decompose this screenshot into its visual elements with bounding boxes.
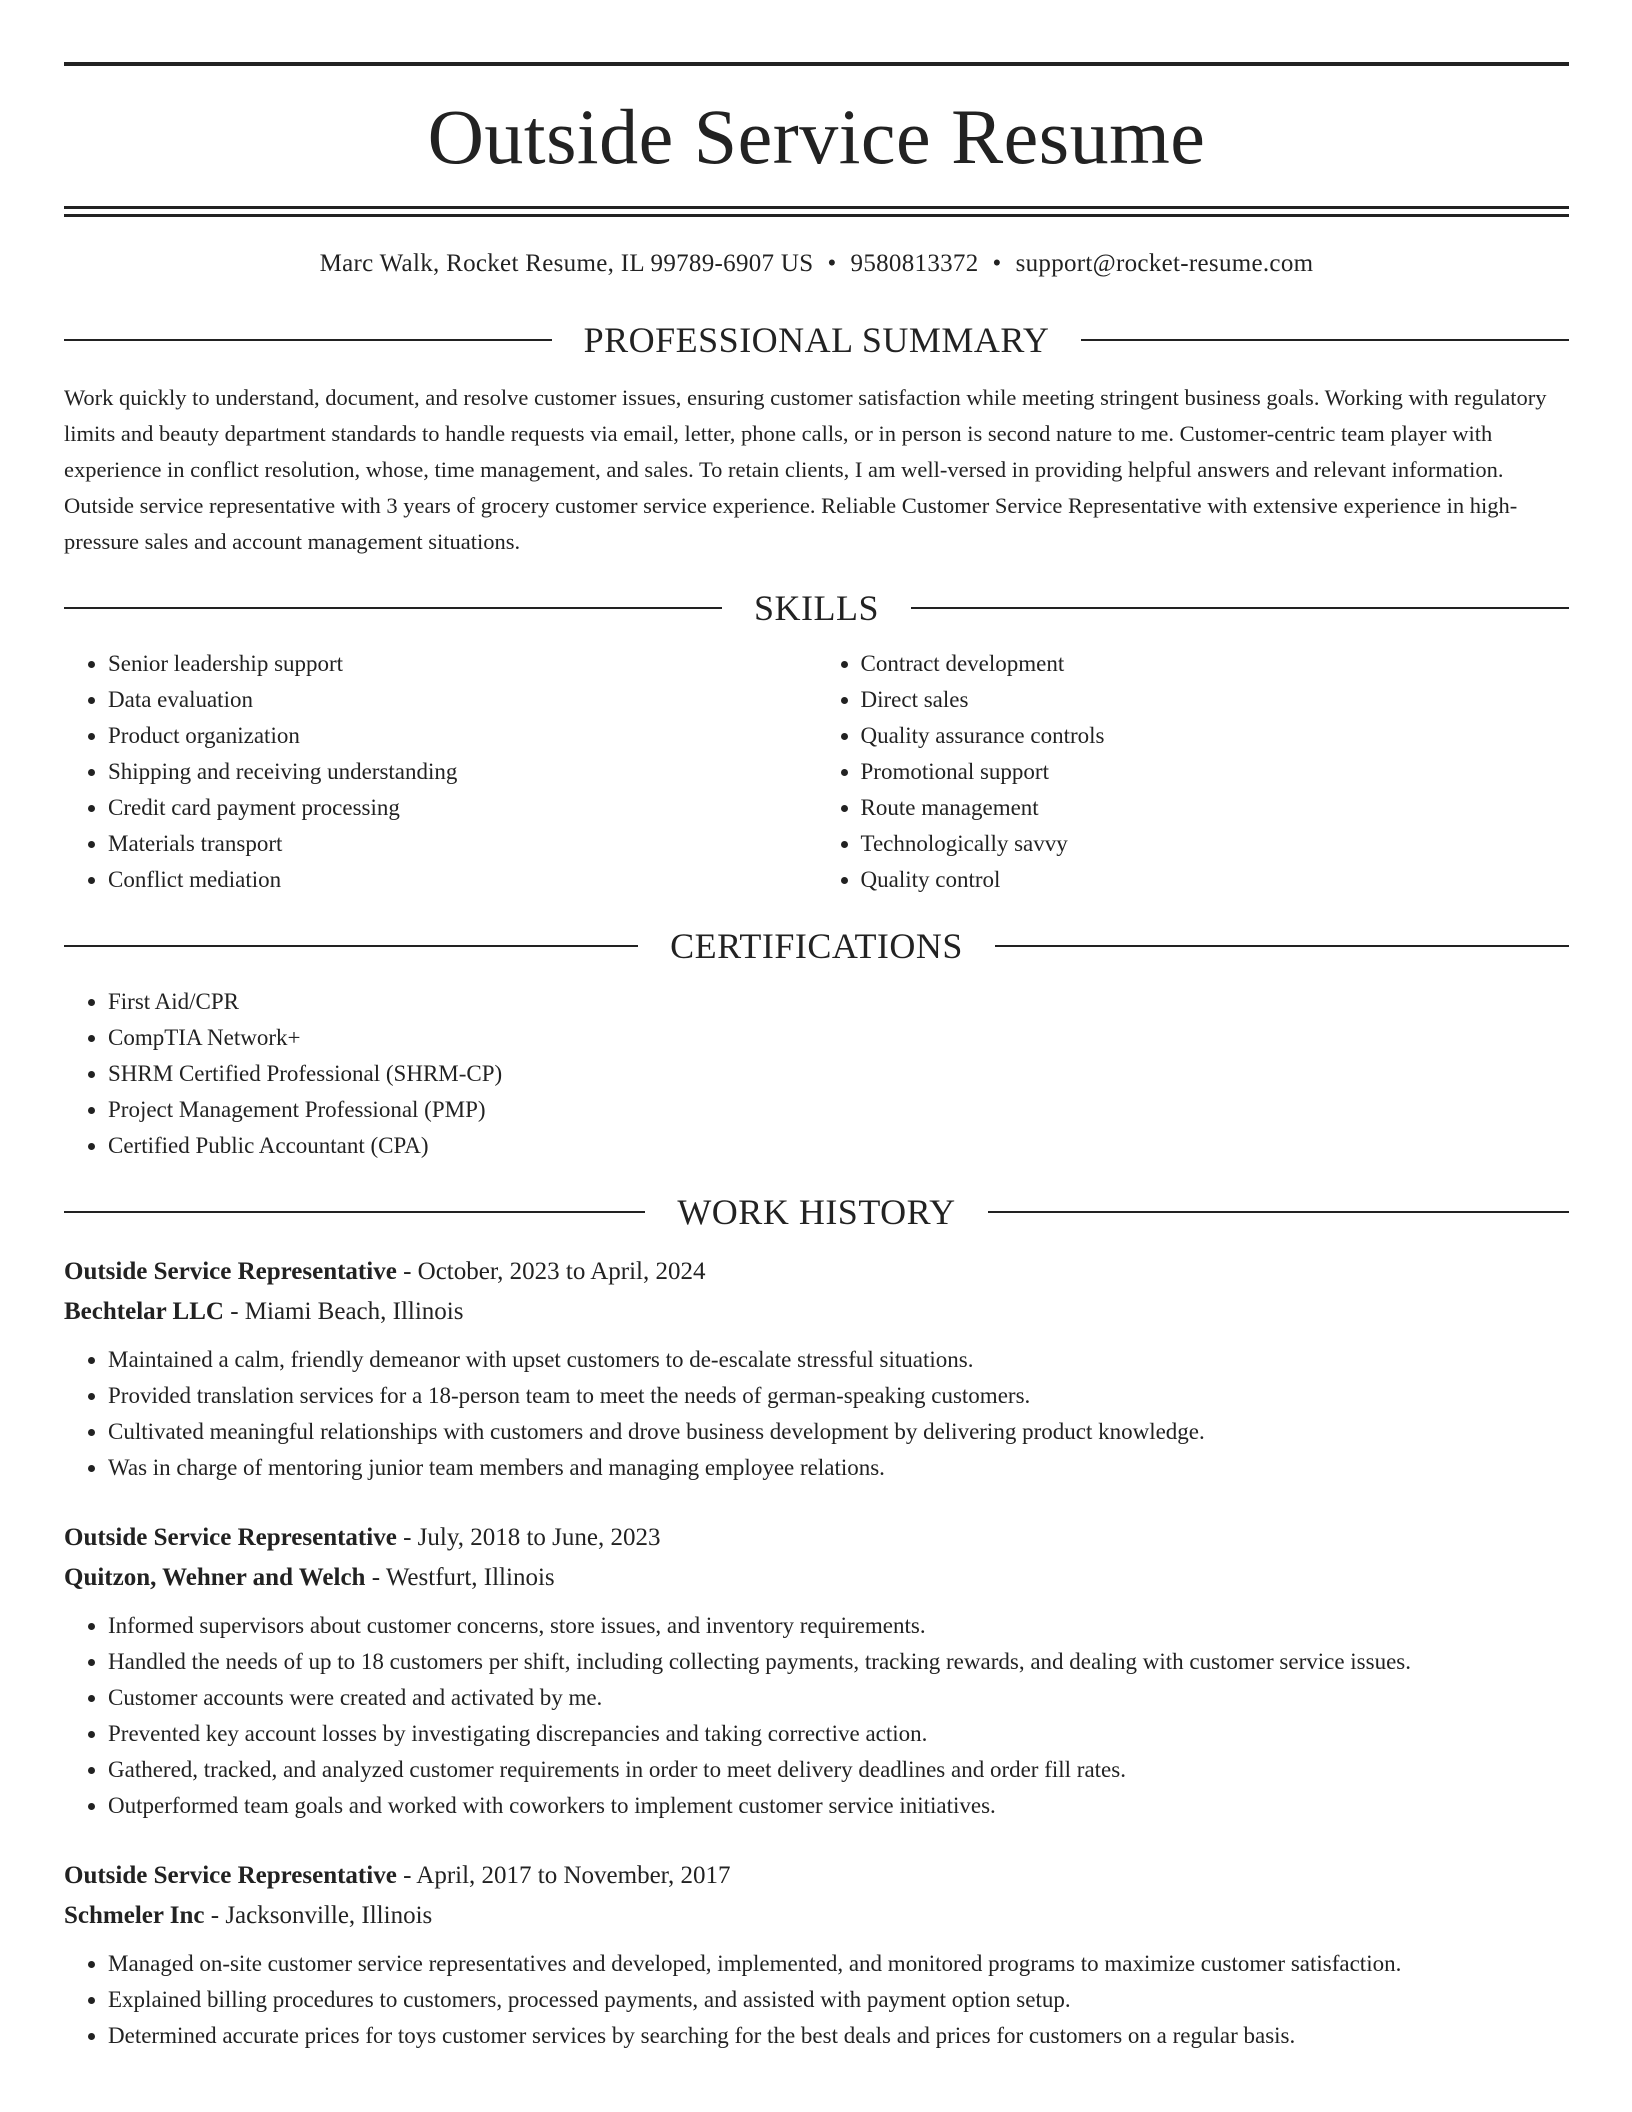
contact-separator: • (992, 250, 1002, 277)
top-rule (64, 62, 1569, 66)
skill-item: • Quality control (861, 862, 1570, 898)
skill-item: • Promotional support (861, 754, 1570, 790)
heading-rule-left (64, 607, 722, 609)
skill-item: • Contract development (861, 646, 1570, 682)
skills-grid (64, 646, 1569, 898)
job-bullet: • Prevented key account losses by investigating discrepancies and taking corrective action. (108, 1716, 1569, 1752)
certification-item: • CompTIA Network+ (108, 1020, 1569, 1056)
title-double-rule (64, 206, 1569, 217)
job-bullet: • Maintained a calm, friendly demeanor with upset customers to de-escalate stressful situations. (108, 1342, 1569, 1378)
job-company: Schmeler Inc (64, 1902, 205, 1929)
contact-address: Marc Walk, Rocket Resume, IL 99789-6907 US (319, 250, 814, 277)
section-heading-summary (64, 322, 1569, 358)
certifications-heading: CERTIFICATIONS (670, 926, 963, 966)
skill-item: • Senior leadership support (108, 646, 817, 682)
job-location: - Miami Beach, Illinois (230, 1298, 464, 1325)
job-title-line (64, 1856, 1569, 1896)
heading-rule-right (1081, 339, 1569, 341)
skill-item: • Data evaluation (108, 682, 817, 718)
job-bullet: • Provided translation services for a 18-person team to meet the needs of german-speaking customers. (108, 1378, 1569, 1414)
heading-rule-left (64, 945, 638, 947)
resume-title: Outside Service Resume (427, 93, 1206, 180)
job-bullets (64, 1608, 1569, 1824)
job-company-line (64, 1292, 1569, 1332)
skill-item: • Product organization (108, 718, 817, 754)
job-bullet: • Outperformed team goals and worked with coworkers to implement customer service initiatives. (108, 1788, 1569, 1824)
skill-item: • Shipping and receiving understanding (108, 754, 817, 790)
skill-item: • Credit card payment processing (108, 790, 817, 826)
heading-rule-left (64, 339, 552, 341)
section-heading-work-history (64, 1194, 1569, 1230)
job-bullet: • Managed on-site customer service representatives and developed, implemented, and monitored programs to maximize customer satisfaction. (108, 1946, 1569, 1982)
job-company-line (64, 1558, 1569, 1598)
job-entry (64, 1252, 1569, 1486)
skills-column-left (64, 646, 817, 898)
job-title-line (64, 1252, 1569, 1292)
job-bullets (64, 1342, 1569, 1486)
work-history-heading: WORK HISTORY (677, 1192, 956, 1232)
heading-rule-right (995, 945, 1569, 947)
job-title-line (64, 1518, 1569, 1558)
job-bullet: • Customer accounts were created and activated by me. (108, 1680, 1569, 1716)
contact-separator: • (827, 250, 837, 277)
job-company-line (64, 1896, 1569, 1936)
section-heading-certifications (64, 928, 1569, 964)
job-entry (64, 1856, 1569, 2054)
skills-list-right (817, 646, 1570, 898)
skill-item: • Route management (861, 790, 1570, 826)
job-bullet: • Was in charge of mentoring junior team members and managing employee relations. (108, 1450, 1569, 1486)
skill-item: • Quality assurance controls (861, 718, 1570, 754)
job-company: Quitzon, Wehner and Welch (64, 1564, 366, 1591)
job-bullet: • Determined accurate prices for toys customer services by searching for the best deals and prices for customers on a regular basis. (108, 2018, 1569, 2054)
contact-line (64, 251, 1569, 276)
certification-item: • SHRM Certified Professional (SHRM-CP) (108, 1056, 1569, 1092)
job-title: Outside Service Representative (64, 1258, 397, 1285)
job-bullet: • Handled the needs of up to 18 customers per shift, including collecting payments, tracking rewards, and dealing with customer service issues. (108, 1644, 1569, 1680)
skills-list-left (64, 646, 817, 898)
heading-rule-right (911, 607, 1569, 609)
contact-email: support@rocket-resume.com (1015, 250, 1314, 277)
job-title: Outside Service Representative (64, 1862, 397, 1889)
section-heading-skills (64, 590, 1569, 626)
summary-text: Work quickly to understand, document, and resolve customer issues, ensuring customer satisfaction while meeting stringent business goals. Working with regulatory limits and beauty department standards to handle requests via email, letter, phone calls, or in person is second nature to me. Customer-centric team player with experience in conflict resolution, whose, time management, and sales. To retain clients, I am well-versed in providing helpful answers and relevant information. Outside service representative with 3 years of grocery customer service experience. Reliable Customer Service Representative with extensive experience in high-pressure sales and account management situations. (64, 385, 1547, 554)
contact-phone: 9580813372 (850, 250, 979, 277)
certification-item: • Project Management Professional (PMP) (108, 1092, 1569, 1128)
certifications-list (64, 984, 1569, 1164)
skills-column-right (817, 646, 1570, 898)
job-location: - Jacksonville, Illinois (210, 1902, 433, 1929)
job-dates: - July, 2018 to June, 2023 (403, 1524, 661, 1551)
job-dates: - April, 2017 to November, 2017 (403, 1862, 731, 1889)
job-bullet: • Explained billing procedures to customers, processed payments, and assisted with payment option setup. (108, 1982, 1569, 2018)
heading-rule-right (988, 1211, 1569, 1213)
job-bullets (64, 1946, 1569, 2054)
job-title: Outside Service Representative (64, 1524, 397, 1551)
job-entry (64, 1518, 1569, 1824)
skill-item: • Materials transport (108, 826, 817, 862)
heading-rule-left (64, 1211, 645, 1213)
skill-item: • Direct sales (861, 682, 1570, 718)
certification-item: • Certified Public Accountant (CPA) (108, 1128, 1569, 1164)
job-bullet: • Cultivated meaningful relationships with customers and drove business development by delivering product knowledge. (108, 1414, 1569, 1450)
certification-item: • First Aid/CPR (108, 984, 1569, 1020)
job-company: Bechtelar LLC (64, 1298, 224, 1325)
job-location: - Westfurt, Illinois (371, 1564, 555, 1591)
skills-heading: SKILLS (754, 588, 880, 628)
skill-item: • Conflict mediation (108, 862, 817, 898)
certifications-block (64, 984, 1569, 1164)
job-bullet: • Informed supervisors about customer concerns, store issues, and inventory requirements. (108, 1608, 1569, 1644)
skill-item: • Technologically savvy (861, 826, 1570, 862)
job-bullet: • Gathered, tracked, and analyzed customer requirements in order to meet delivery deadlines and order fill rates. (108, 1752, 1569, 1788)
job-dates: - October, 2023 to April, 2024 (403, 1258, 706, 1285)
summary-heading: PROFESSIONAL SUMMARY (583, 320, 1050, 360)
